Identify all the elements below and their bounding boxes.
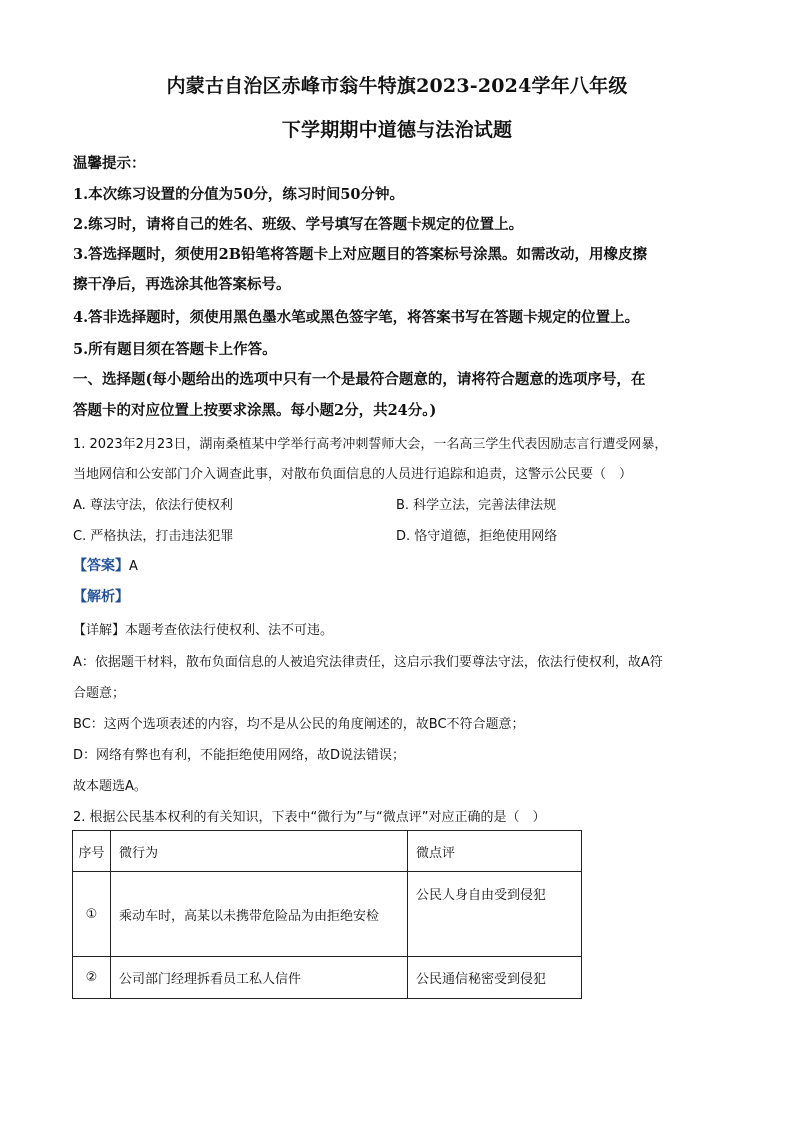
question-1-stem: 1. 2023年2月23日，湖南桑植某中学举行高考冲刺誓师大会，一名高三学生代表因励志言行遭受网暴， [73, 437, 668, 452]
table-header-row [73, 831, 582, 872]
question-2-stem: 2. 根据公民基本权利的有关知识，下表中“微行为”与“微点评”对应正确的是（ ） [73, 810, 546, 825]
answer-value: A [129, 559, 138, 574]
explanation-line: 合题意； [73, 686, 126, 701]
answer-line [73, 555, 138, 575]
detail-text: 本题考查依法行使权利、法不可违。 [125, 623, 334, 638]
table-cell: 公司部门经理拆看员工私人信件 [111, 957, 408, 999]
option-d: D. 恪守道德，拒绝使用网络 [396, 529, 558, 544]
table-row [73, 957, 582, 999]
option-a: A. 尊法守法，依法行使权利 [73, 498, 233, 513]
header-cell: 序号 [73, 831, 111, 872]
title-line-2: 下学期期中道德与法治试题 [281, 119, 513, 141]
header-cell: 微行为 [111, 831, 408, 872]
option-c: C. 严格执法，打击违法犯罪 [73, 529, 234, 544]
section-heading-cont: 答题卡的对应位置上按要求涂黑。每小题2分，共24分。) [73, 402, 437, 419]
explanation-line: A：依据题干材料，散布负面信息的人被追究法律责任，这启示我们要尊法守法，依法行使权利，故A符 [73, 655, 663, 670]
table-cell: ② [73, 957, 111, 999]
answer-label: 【答案】 [73, 558, 129, 574]
detail-label: 【详解】 [73, 623, 126, 638]
table-cell: ① [73, 872, 111, 957]
header-cell: 微点评 [408, 831, 582, 872]
behavior-table [72, 830, 582, 999]
question-1-stem-cont: 当地网信和公安部门介入调查此事，对散布负面信息的人员进行追踪和追责，这警示公民要（ ） [73, 467, 633, 482]
tip-item: 5.所有题目须在答题卡上作答。 [73, 341, 277, 358]
tip-item: 3.答选择题时，须使用2B铅笔将答题卡上对应题目的答案标号涂黑。如需改动，用橡皮擦 [73, 246, 647, 263]
analysis-label: 【解析】 [73, 589, 129, 605]
tip-item: 2.练习时，请将自己的姓名、班级、学号填写在答题卡规定的位置上。 [73, 216, 524, 233]
explanation-line: D：网络有弊也有利，不能拒绝使用网络，故D说法错误； [73, 748, 406, 763]
tip-item: 擦干净后，再选涂其他答案标号。 [73, 276, 291, 293]
explanation-line: 故本题选A。 [73, 779, 147, 794]
tips-heading: 温馨提示： [73, 155, 146, 172]
tip-item: 1.本次练习设置的分值为50分，练习时间50分钟。 [73, 186, 404, 203]
table-cell: 乘动车时，高某以未携带危险品为由拒绝安检 [111, 872, 408, 957]
explanation-line: BC：这两个选项表述的内容，均不是从公民的角度阐述的，故BC不符合题意； [73, 717, 525, 732]
option-b: B. 科学立法，完善法律法规 [396, 498, 557, 513]
table-row [73, 872, 582, 957]
table-cell: 公民人身自由受到侵犯 [408, 872, 582, 957]
table-cell: 公民通信秘密受到侵犯 [408, 957, 582, 999]
detail-line [73, 619, 333, 638]
section-heading: 一、选择题(每小题给出的选项中只有一个是最符合题意的，请将符合题意的选项序号，在 [73, 371, 646, 388]
tip-item: 4.答非选择题时，须使用黑色墨水笔或黑色签字笔，将答案书写在答题卡规定的位置上。 [73, 309, 640, 326]
title-line-1: 内蒙古自治区赤峰市翁牛特旗2023-2024学年八年级 [166, 75, 628, 97]
